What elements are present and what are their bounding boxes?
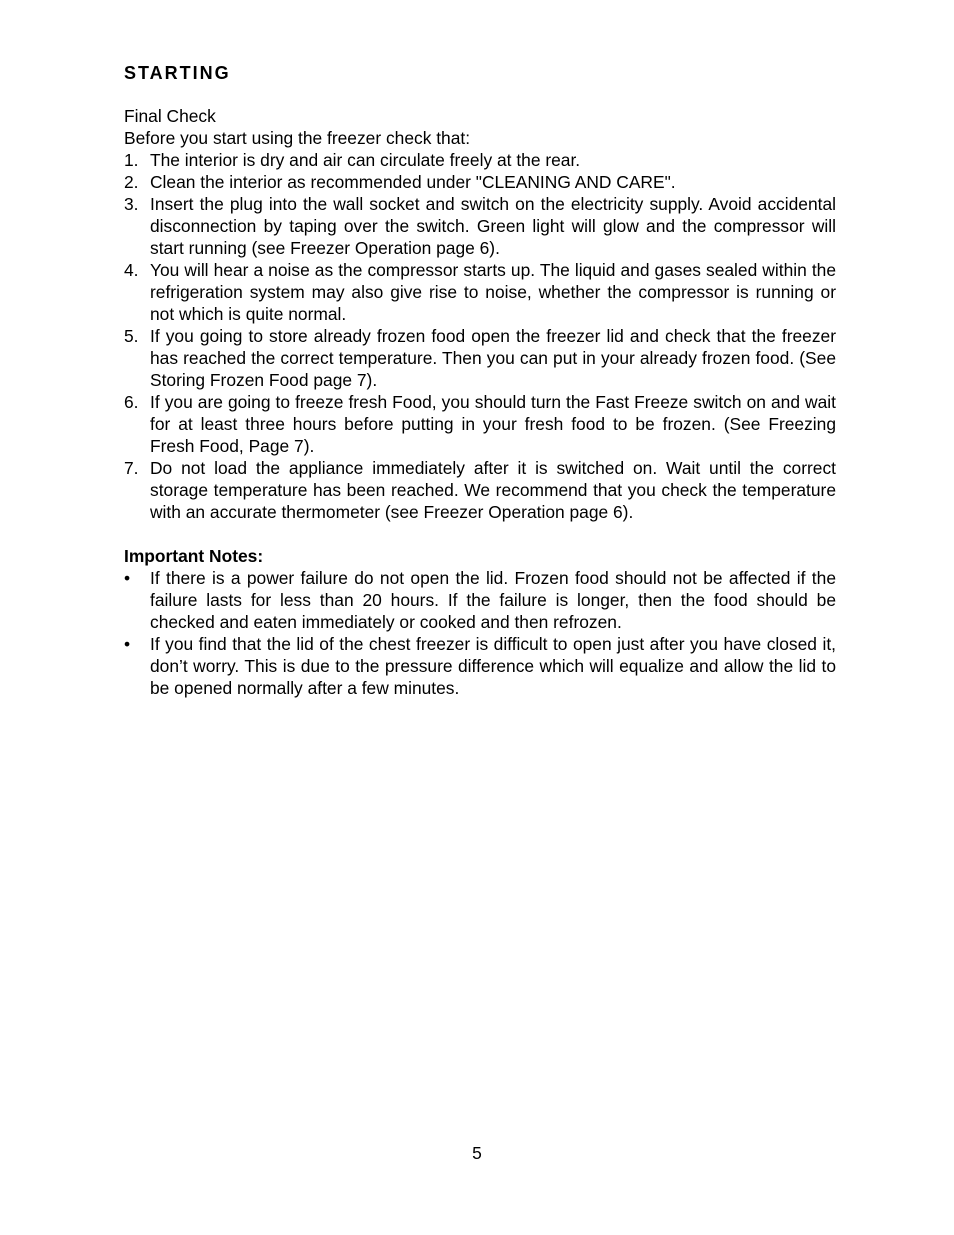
list-item	[124, 325, 836, 391]
final-check-title: Final Check	[124, 106, 216, 126]
page-number: 5	[472, 1143, 482, 1163]
final-check-intro: Before you start using the freezer check that:	[124, 128, 471, 148]
list-item-text: You will hear a noise as the compressor starts up. The liquid and gases sealed within the refrigeration system may also give rise to noise, whether the compressor is running or not which is quite normal.	[150, 260, 836, 324]
list-item-number: 5.	[124, 326, 139, 346]
bullet-item	[124, 633, 836, 699]
list-item-text: If you going to store already frozen food open the freezer lid and check that the freezer has reached the correct temperature. Then you can put in your already frozen food. (See Storing Frozen Food page 7).	[150, 326, 836, 390]
list-item-number: 3.	[124, 194, 139, 214]
important-notes-list	[124, 567, 836, 699]
list-item-text: If you are going to freeze fresh Food, you should turn the Fast Freeze switch on and wait for at least three hours before putting in your fresh food to be frozen. (See Freezing Fresh Food, Page 7).	[150, 392, 836, 456]
section-body	[124, 105, 836, 699]
list-item-number: 4.	[124, 260, 139, 280]
final-check-list	[124, 149, 836, 523]
list-item	[124, 149, 836, 171]
section-heading: STARTING	[124, 63, 231, 83]
bullet-item	[124, 567, 836, 633]
list-item	[124, 457, 836, 523]
list-item-number: 7.	[124, 458, 139, 478]
list-item-number: 2.	[124, 172, 139, 192]
list-item-text: Clean the interior as recommended under "CLEANING AND CARE".	[150, 172, 676, 192]
list-item-number: 6.	[124, 392, 139, 412]
list-item	[124, 193, 836, 259]
list-item	[124, 259, 836, 325]
bullet-icon: •	[124, 568, 131, 588]
list-item-number: 1.	[124, 150, 139, 170]
important-notes-title: Important Notes:	[124, 546, 264, 566]
bullet-item-text: If you find that the lid of the chest freezer is difficult to open just after you have closed it, don’t worry. This is due to the pressure difference which will equalize and allow the lid to be opened normally after a few minutes.	[150, 634, 836, 698]
bullet-icon: •	[124, 634, 131, 654]
list-item	[124, 171, 836, 193]
list-item-text: Do not load the appliance immediately after it is switched on. Wait until the correct storage temperature has been reached. We recommend that you check the temperature with an accurate thermometer (see Freezer Operation page 6).	[150, 458, 836, 522]
list-item-text: The interior is dry and air can circulate freely at the rear.	[150, 150, 581, 170]
list-item	[124, 391, 836, 457]
list-item-text: Insert the plug into the wall socket and switch on the electricity supply. Avoid accidental disconnection by taping over the switch. Green light will glow and the compressor will start running (see Freezer Operation page 6).	[150, 194, 836, 258]
bullet-item-text: If there is a power failure do not open the lid. Frozen food should not be affected if the failure lasts for less than 20 hours. If the failure is longer, then the food should be checked and eaten immediately or cooked and then refrozen.	[150, 568, 836, 632]
